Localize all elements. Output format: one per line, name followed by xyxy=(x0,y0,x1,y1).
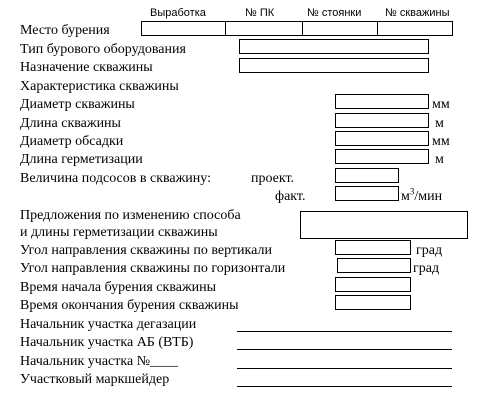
unit-sealing: м xyxy=(435,152,444,167)
header-stop: № стоянки xyxy=(307,7,362,19)
label-length: Длина скважины xyxy=(20,116,121,131)
label-purpose: Назначение скважины xyxy=(20,60,153,75)
input-casing[interactable] xyxy=(335,131,429,146)
label-equipment: Тип бурового оборудования xyxy=(20,42,186,57)
label-diameter: Диаметр скважины xyxy=(20,97,135,112)
label-angle-horizontal: Угол направления скважины по горизонтали xyxy=(20,261,286,276)
label-casing: Диаметр обсадки xyxy=(20,134,124,149)
label-sealing: Длина герметизации xyxy=(20,152,143,167)
label-end-time: Время окончания бурения скважины xyxy=(20,298,239,313)
input-length[interactable] xyxy=(335,113,429,128)
input-stop[interactable] xyxy=(302,21,378,36)
unit-angle-horizontal: град xyxy=(413,261,440,276)
input-start-time[interactable] xyxy=(335,277,411,292)
unit-flow: $м^3$/мин xyxy=(401,186,443,204)
label-characteristic: Характеристика скважины xyxy=(20,79,179,94)
input-well[interactable] xyxy=(377,21,453,36)
signature-line-ab[interactable] xyxy=(237,349,452,350)
label-chief-no: Начальник участка №____ xyxy=(20,354,179,369)
label-suction: Величина подсосов в скважину: xyxy=(20,171,211,186)
label-proposals-2: и длины герметизации скважины xyxy=(20,225,218,240)
unit-length: м xyxy=(435,116,444,131)
signature-line-no[interactable] xyxy=(237,368,452,369)
header-well: № скважины xyxy=(385,7,450,19)
label-angle-vertical: Угол направления скважины по вертикали xyxy=(20,243,272,258)
header-working: Выработка xyxy=(150,7,206,19)
label-proposals-1: Предложения по изменению способа xyxy=(20,208,241,223)
input-equipment[interactable] xyxy=(239,39,429,54)
signature-line-degas[interactable] xyxy=(237,331,452,332)
unit-angle-vertical: град xyxy=(416,243,443,258)
unit-diameter: мм xyxy=(432,97,450,112)
label-surveyor: Участковый маркшейдер xyxy=(20,372,170,387)
input-proposals[interactable] xyxy=(300,211,468,239)
header-pk: № ПК xyxy=(245,7,275,19)
label-chief-ab: Начальник участка АБ (ВТБ) xyxy=(20,335,194,350)
input-sealing[interactable] xyxy=(335,149,429,164)
input-purpose[interactable] xyxy=(239,58,429,73)
input-suction-fact[interactable] xyxy=(335,186,399,201)
input-pk[interactable] xyxy=(225,21,303,36)
input-end-time[interactable] xyxy=(335,295,411,310)
input-angle-horizontal[interactable] xyxy=(337,258,411,273)
label-suction-plan: проект. xyxy=(251,171,295,186)
input-diameter[interactable] xyxy=(335,94,429,109)
label-start-time: Время начала бурения скважины xyxy=(20,280,217,295)
label-place: Место бурения xyxy=(20,23,110,38)
input-working[interactable] xyxy=(141,21,226,36)
unit-casing: мм xyxy=(432,134,450,149)
signature-line-surveyor[interactable] xyxy=(237,386,452,387)
input-suction-plan[interactable] xyxy=(335,168,399,183)
label-suction-fact: факт. xyxy=(275,189,306,204)
label-chief-degas: Начальник участка дегазации xyxy=(20,317,197,332)
input-angle-vertical[interactable] xyxy=(335,240,411,255)
